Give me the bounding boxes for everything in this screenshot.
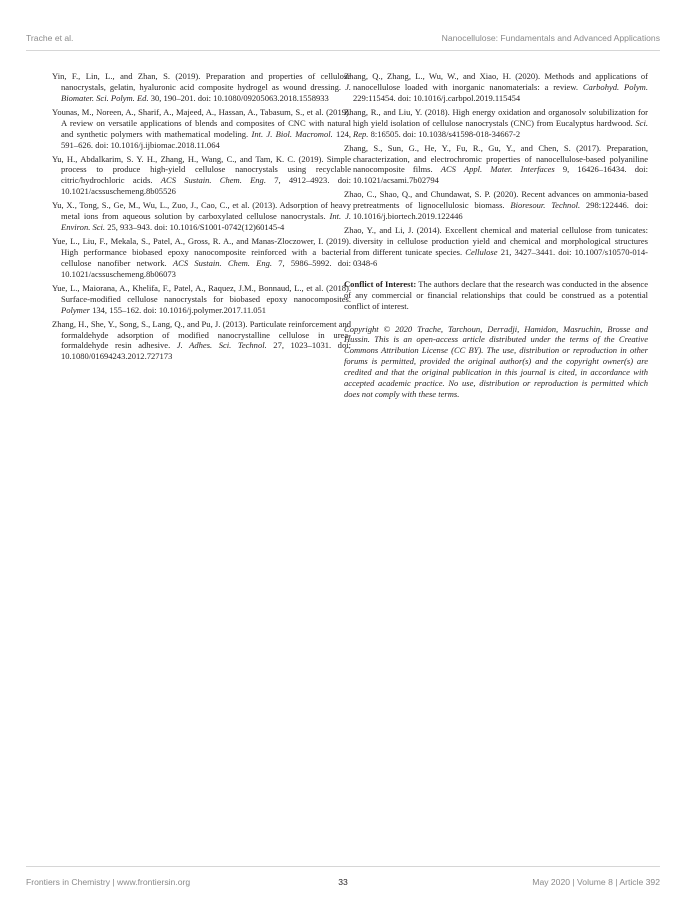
reference-item: Yu, H., Abdalkarim, S. Y. H., Zhang, H., Wang, C., and Tam, K. C. (2019). Simple process to produce high-yield cellulose nanocrystals using recyclable citric/hydrochloric acids. ACS Sustain. Chem. Eng. 7, 4912–4923. doi: 10.1021/acssuschemeng.8b05526 [52, 153, 351, 197]
conflict-of-interest [344, 279, 648, 312]
footer-rule [26, 866, 660, 867]
left-column [52, 71, 351, 365]
reference-item: Yin, F., Lin, L., and Zhan, S. (2019). Preparation and properties of cellulose nanocrystals, gelatin, hyaluronic acid composite hydrogel as wound dressing. J. Biomater. Sci. Polym. Ed. 30, 190–201. doi: 10.1080/09205063.2018.1558933 [52, 71, 351, 103]
reference-item: Zhang, Q., Zhang, L., Wu, W., and Xiao, H. (2020). Methods and applications of nanocellulose loaded with inorganic nanomaterials: a review. Carbohyd. Polym. 229:115454. doi: 10.1016/j.carbpol.2019.115454 [344, 71, 648, 103]
header-authors: Trache et al. [26, 33, 74, 43]
conflict-label: Conflict of Interest: [344, 278, 417, 289]
reference-item: Zhao, Y., and Li, J. (2014). Excellent chemical and material cellulose from tunicates: diversity in cellulose production yield and chemical and morphological structures from different tunicate species. Cellulose 21, 3427–3441. doi: 10.1007/s10570-014-0348-6 [344, 225, 649, 268]
copyright-notice: Copyright © 2020 Trache, Tarchoun, Derradji, Hamidon, Masruchin, Brosse and Hussin. This is an open-access article distributed under the terms of the Creative Commons Attribution License (CC BY). The use, distribution or reproduction in other forums is permitted, provided the original author(s) and the copyright owner(s) are credited and that the original publication in this journal is cited, in accordance with accepted academic practice. No use, distribution or reproduction is permitted which does not comply with these terms. [344, 323, 648, 399]
header-rule [26, 50, 660, 51]
header-title: Nanocellulose: Fundamentals and Advanced Applications [441, 33, 660, 43]
right-column [344, 71, 648, 400]
footer-journal: Frontiers in Chemistry | www.frontiersin.org [26, 877, 191, 887]
reference-item: Zhao, C., Shao, Q., and Chundawat, S. P. (2020). Recent advances on ammonia-based pretreatments of lignocellulosic biomass. Bioresour. Technol. 298:122446. doi: 10.1016/j.biortech.2019.122446 [344, 189, 648, 222]
reference-item: Zhang, H., She, Y., Song, S., Lang, Q., and Pu, J. (2013). Particulate reinforcement and formaldehyde adsorption of modified nanocrystalline cellulose in urea-formaldehyde resin adhesive. J. Adhes. Sci. Technol. 27, 1023–1031. doi: 10.1080/01694243.2012.727173 [52, 318, 351, 362]
reference-item: Zhang, S., Sun, G., He, Y., Fu, R., Gu, Y., and Chen, S. (2017). Preparation, characterization, and electrochromic properties of nanocellulose-based polyaniline nanocomposite films. ACS Appl. Mater. Interfaces 9, 16426–16434. doi: 10.1021/acsami.7b02794 [344, 142, 649, 186]
reference-item: Zhang, R., and Liu, Y. (2018). High energy oxidation and organosolv solubilization for high yield isolation of cellulose nanocrystals (CNC) from Eucalyptus hardwood. Sci. Rep. 8:16505. doi: 10.1038/s41598-018-34667-2 [344, 106, 648, 139]
footer-issue: May 2020 | Volume 8 | Article 392 [532, 877, 660, 887]
reference-item: Yue, L., Maiorana, A., Khelifa, F., Patel, A., Raquez, J.M., Bonnaud, L., et al. (2018). Surface-modified cellulose nanocrystals for biobased epoxy nanocomposites. Polymer 134, 155–162. doi: 10.1016/j.polymer.2017.11.051 [52, 282, 351, 315]
conflict-text: The authors declare that the research was conducted in the absence of any commercial or financial relationships that could be construed as a potential conflict of interest. [344, 278, 649, 311]
reference-item: Younas, M., Noreen, A., Sharif, A., Majeed, A., Hassan, A., Tabasum, S., et al. (2019). A review on versatile applications of blends and composites of CNC with natural and synthetic polymers with mathematical modeling. Int. J. Biol. Macromol. 124, 591–626. doi: 10.1016/j.ijbiomac.2018.11.064 [52, 106, 352, 150]
reference-item: Yu, X., Tong, S., Ge, M., Wu, L., Zuo, J., Cao, C., et al. (2013). Adsorption of heavy metal ions from aqueous solution by carboxylated cellulose nanocrystals. Int. J. Environ. Sci. 25, 933–943. doi: 10.1016/S1001-0742(12)60145-4 [52, 200, 352, 233]
reference-item: Yue, L., Liu, F., Mekala, S., Patel, A., Gross, R. A., and Manas-Zloczower, I. (2019). High performance biobased epoxy nanocomposite reinforced with a bacterial cellulose nanofiber network. ACS Sustain. Chem. Eng. 7, 5986–5992. doi: 10.1021/acssuschemeng.8b06073 [52, 236, 351, 279]
page-number: 33 [338, 877, 348, 887]
